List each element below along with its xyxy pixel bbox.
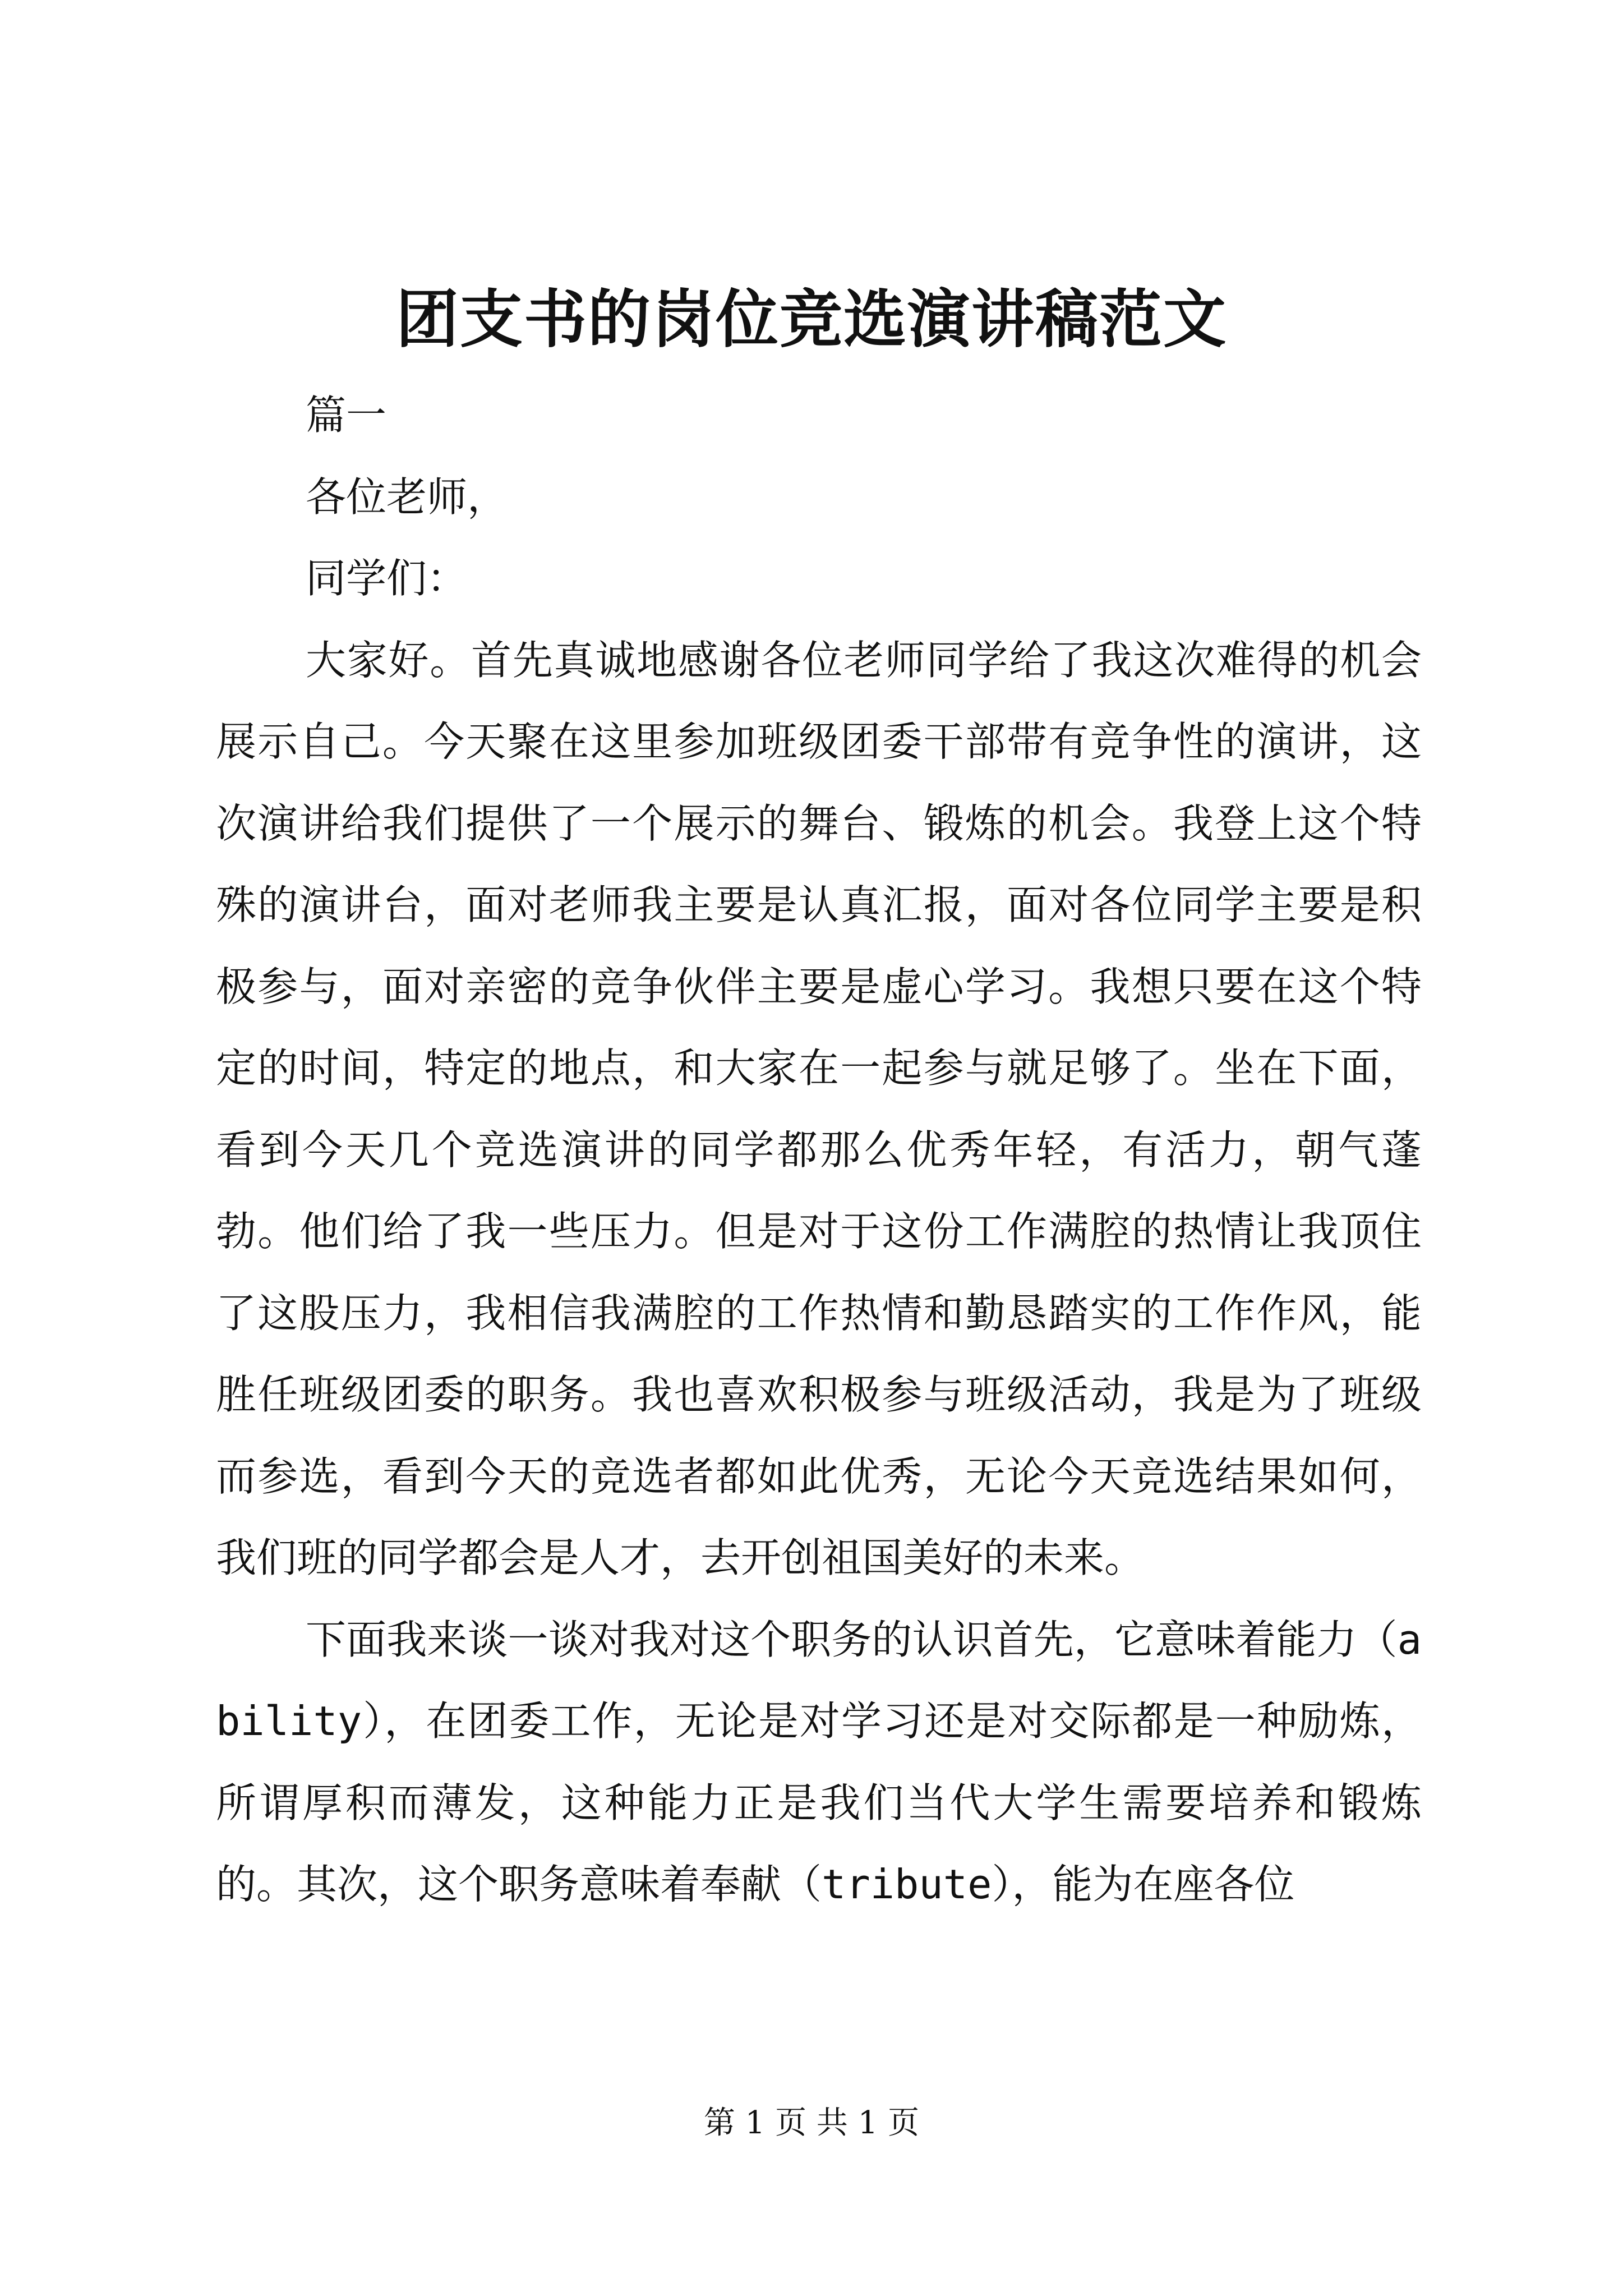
paragraph-greeting-students: 同学们：	[306, 555, 468, 602]
paragraph-role-understanding: 下面我来谈一谈对我对这个职务的认识首先，它意味着能力（ability），在团委工作，无论是对学习还是对交际都是一种励炼，所谓厚积而薄发，这种能力正是我们当代大学生需要培养和锻炼的。其次，这个职务意味着奉献（tribute），能为在座各位	[216, 1616, 1422, 1908]
paragraph-section-label: 篇一	[306, 392, 387, 439]
document-body	[216, 375, 1422, 1926]
document-title: 团支书的岗位竞选演讲稿范文	[396, 283, 1227, 356]
paragraph-greeting-teachers: 各位老师，	[306, 473, 508, 521]
page-footer: 第 1 页 共 1 页	[703, 2105, 920, 2141]
paragraph-introduction: 大家好。首先真诚地感谢各位老师同学给了我这次难得的机会展示自己。今天聚在这里参加班级团委干部带有竞争性的演讲，这次演讲给我们提供了一个展示的舞台、锻炼的机会。我登上这个特殊的演讲台，面对老师我主要是认真汇报，面对各位同学主要是积极参与，面对亲密的竞争伙伴主要是虚心学习。我想只要在这个特定的时间，特定的地点，和大家在一起参与就足够了。坐在下面，看到今天几个竞选演讲的同学都那么优秀年轻，有活力，朝气蓬勃。他们给了我一些压力。但是对于这份工作满腔的热情让我顶住了这股压力，我相信我满腔的工作热情和勤恳踏实的工作作风，能胜任班级团委的职务。我也喜欢积极参与班级活动，我是为了班级而参选，看到今天的竞选者都如此优秀，无论今天竞选结果如何，我们班的同学都会是人才，去开创祖国美好的未来。	[216, 636, 1422, 1581]
